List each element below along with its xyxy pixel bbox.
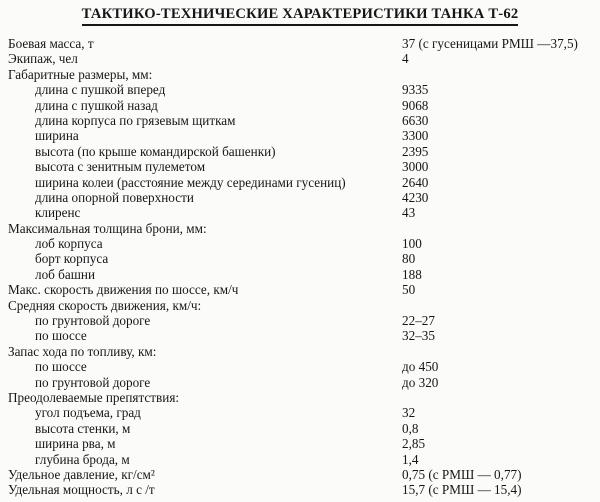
spec-label: по шоссе (35, 328, 87, 344)
spec-value: 80 (402, 251, 416, 267)
table-row (8, 175, 598, 190)
table-row (8, 436, 598, 451)
spec-label: Габаритные размеры, мм: (8, 66, 153, 82)
spec-table (8, 36, 598, 498)
spec-label: Экипаж, чел (8, 51, 78, 67)
spec-label: ширина колеи (расстояние между серединами гусениц) (35, 174, 346, 190)
table-row (8, 36, 598, 51)
spec-value: 3000 (402, 159, 429, 175)
table-row (8, 128, 598, 143)
spec-label: Боевая масса, т (8, 36, 94, 51)
table-row (8, 313, 598, 328)
table-row (8, 236, 598, 251)
spec-label: клиренс (35, 205, 81, 221)
spec-value: 2,85 (402, 436, 426, 452)
spec-label: ширина рва, м (35, 436, 116, 452)
table-row (8, 452, 598, 467)
spec-value: 2640 (402, 174, 429, 190)
spec-value: 2395 (402, 143, 429, 159)
spec-value: 32 (402, 405, 416, 421)
spec-value: 9068 (402, 97, 429, 113)
table-row (8, 421, 598, 436)
table-row (8, 482, 598, 497)
page-title: ТАКТИКО-ТЕХНИЧЕСКИЕ ХАРАКТЕРИСТИКИ ТАНКА Т-62 (82, 6, 519, 26)
spec-label: высота с зенитным пулеметом (35, 159, 206, 175)
table-row (8, 282, 598, 297)
spec-value: 50 (402, 282, 416, 298)
table-row (8, 205, 598, 220)
table-row (8, 190, 598, 205)
table-row (8, 51, 598, 66)
spec-label: угол подъема, град (35, 405, 141, 421)
spec-value: 4230 (402, 189, 429, 205)
spec-label: лоб башни (35, 266, 96, 282)
spec-value: до 320 (402, 374, 439, 390)
table-row (8, 82, 598, 97)
spec-value: 6630 (402, 112, 429, 128)
spec-label: высота (по крыше командирской башенки) (35, 143, 276, 159)
spec-value: 1,4 (402, 451, 419, 467)
spec-value: 15,7 (с РМШ — 15,4) (402, 482, 522, 498)
spec-label: лоб корпуса (35, 236, 103, 252)
table-row (8, 375, 598, 390)
spec-label: длина с пушкой вперед (35, 82, 166, 98)
table-row (8, 267, 598, 282)
title-row (0, 5, 600, 26)
spec-value: 32–35 (402, 328, 435, 344)
spec-value: 43 (402, 205, 416, 221)
spec-label: Запас хода по топливу, км: (8, 343, 157, 359)
table-row (8, 98, 598, 113)
spec-value: 4 (402, 51, 409, 67)
spec-label: по грунтовой дороге (35, 313, 151, 329)
spec-value: 3300 (402, 128, 429, 144)
spec-value: 22–27 (402, 313, 435, 329)
table-row (8, 159, 598, 174)
table-row (8, 221, 598, 236)
spec-label: Максимальная толщина брони, мм: (8, 220, 207, 236)
spec-label: Средняя скорость движения, км/ч: (8, 297, 202, 313)
table-row (8, 405, 598, 420)
spec-value: 0,75 (с РМШ — 0,77) (402, 466, 522, 482)
spec-label: ширина (35, 128, 79, 144)
spec-value: 0,8 (402, 420, 419, 436)
table-row (8, 467, 598, 482)
table-row (8, 113, 598, 128)
spec-value: 188 (402, 266, 422, 282)
spec-value: 37 (с гусеницами РМШ —37,5) (402, 36, 578, 51)
spec-label: Макс. скорость движения по шоссе, км/ч (8, 282, 239, 298)
table-row (8, 298, 598, 313)
spec-label: длина с пушкой назад (35, 97, 158, 113)
spec-label: по шоссе (35, 359, 87, 375)
spec-label: Удельное давление, кг/см² (8, 466, 155, 482)
table-row (8, 251, 598, 266)
spec-label: глубина брода, м (35, 451, 130, 467)
table-row (8, 67, 598, 82)
spec-value: 100 (402, 236, 422, 252)
spec-label: Удельная мощность, л с /т (8, 482, 155, 498)
spec-label: Преодолеваемые препятствия: (8, 389, 180, 405)
table-row (8, 328, 598, 343)
table-row (8, 344, 598, 359)
table-row (8, 359, 598, 374)
spec-label: длина опорной поверхности (35, 189, 194, 205)
spec-value: 9335 (402, 82, 429, 98)
spec-label: длина корпуса по грязевым щиткам (35, 112, 236, 128)
spec-value: до 450 (402, 359, 439, 375)
spec-label: высота стенки, м (35, 420, 131, 436)
table-row (8, 390, 598, 405)
table-row (8, 144, 598, 159)
spec-label: борт корпуса (35, 251, 109, 267)
spec-label: по грунтовой дороге (35, 374, 151, 390)
